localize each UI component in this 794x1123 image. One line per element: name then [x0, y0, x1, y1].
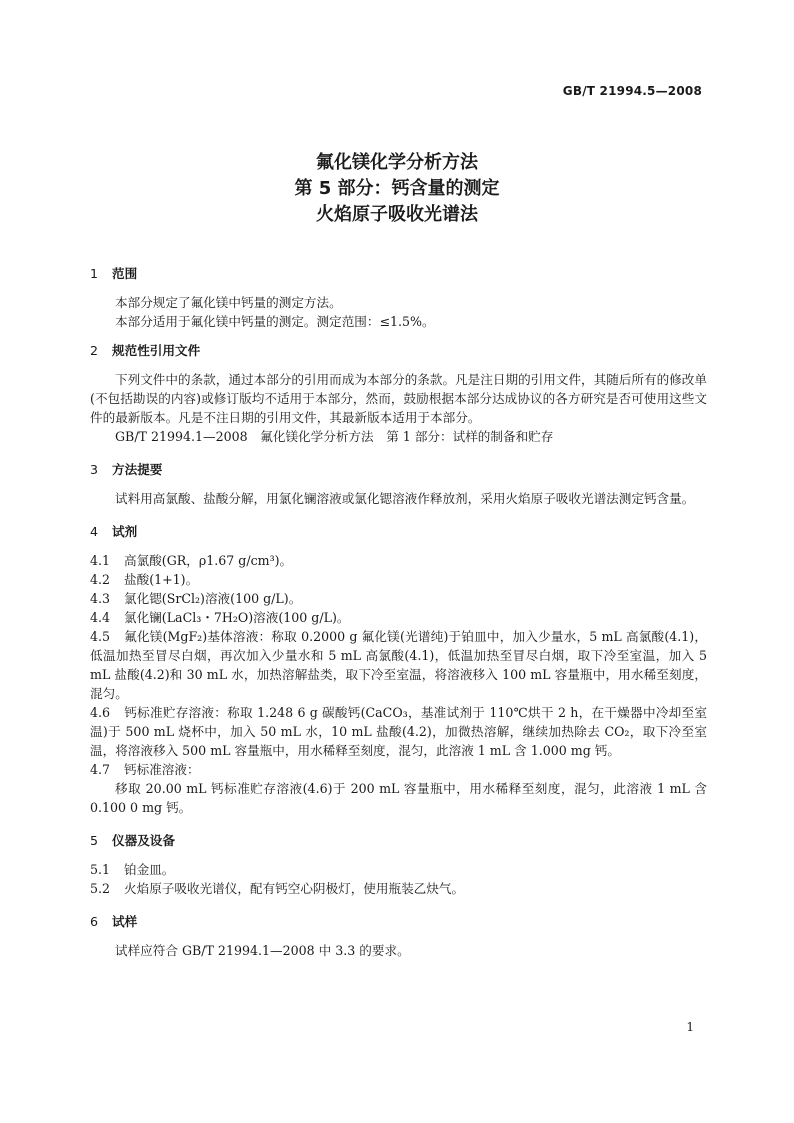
- section-number: 6: [90, 914, 99, 929]
- clause-number: 4.2: [90, 572, 111, 587]
- clause-item: [90, 627, 707, 703]
- section-title: 试样: [112, 914, 138, 929]
- section-number: 1: [90, 266, 99, 281]
- section-title: 试剂: [112, 524, 138, 539]
- section-number: 2: [90, 343, 99, 358]
- clause-text: 铂金皿。: [124, 862, 175, 877]
- clause-item: [90, 760, 707, 779]
- clause-number: 4.3: [90, 591, 111, 606]
- section-heading-1: [90, 264, 707, 283]
- title-line-1: 氟化镁化学分析方法: [316, 152, 478, 173]
- clause-number: 5.1: [90, 862, 111, 877]
- paragraph: 本部分适用于氟化镁中钙量的测定。测定范围：≤1.5%。: [115, 314, 435, 329]
- clause-text: 钙标准溶液：: [124, 762, 200, 777]
- document-title: [0, 150, 794, 228]
- clause-text: 钙标准贮存溶液：称取 1.248 6 g 碳酸钙(CaCO₃，基准试剂于 110℃烘干 2 h，在干燥器中冷却至室温)于 500 mL 烧杯中，加入 50 mL 水，10 mL 盐酸(4.2)，加微热溶解，继续加热除去 CO₂，取下冷至室温，将溶液移入 500 mL 容量瓶中，用水稀释至刻度，混匀，此溶液 1 mL 含 1.000 mg 钙。: [90, 705, 707, 758]
- clause-text: 氟化镁(MgF₂)基体溶液：称取 0.2000 g 氟化镁(光谱纯)于铂皿中，加入少量水，5 mL 高氯酸(4.1)，低温加热至冒尽白烟，再次加入少量水和 5 mL 高氯酸(4.1)，低温加热至冒尽白烟，取下冷至室温，加入 5 mL 盐酸(4.2)和 30 mL 水，加热溶解盐类，取下冷至室温，将溶液移入 100 mL 容量瓶中，用水稀至刻度，混匀。: [90, 629, 707, 701]
- paragraph: 下列文件中的条款，通过本部分的引用而成为本部分的条款。凡是注日期的引用文件，其随后所有的修改单(不包括勘误的内容)或修订版均不适用于本部分，然而，鼓励根据本部分达成协议的各方研究是否可使用这些文件的最新版本。凡是不注日期的引用文件，其最新版本适用于本部分。: [90, 372, 707, 425]
- paragraph: 移取 20.00 mL 钙标准贮存溶液(4.6)于 200 mL 容量瓶中，用水稀释至刻度，混匀，此溶液 1 mL 含 0.100 0 mg 钙。: [90, 781, 707, 815]
- clause-item: [90, 860, 707, 879]
- clause-number: 5.2: [90, 881, 111, 896]
- clause-number: 4.7: [90, 762, 111, 777]
- clause-text: 氯化镧(LaCl₃・7H₂O)溶液(100 g/L)。: [124, 610, 350, 625]
- section-heading-3: [90, 460, 707, 479]
- clause-text: 氯化锶(SrCl₂)溶液(100 g/L)。: [124, 591, 302, 606]
- section-number: 3: [90, 462, 99, 477]
- section-heading-2: [90, 341, 707, 360]
- clause-number: 4.4: [90, 610, 111, 625]
- clause-number: 4.6: [90, 705, 111, 720]
- section-heading-5: [90, 831, 707, 850]
- paragraph: 本部分规定了氟化镁中钙量的测定方法。: [115, 295, 342, 310]
- clause-item: [90, 570, 707, 589]
- section-heading-4: [90, 522, 707, 541]
- title-line-2: 第 5 部分：钙含量的测定: [294, 178, 500, 199]
- page-number: 1: [686, 1020, 694, 1034]
- clause-text: 高氯酸(GR，ρ1.67 g/cm³)。: [124, 553, 293, 568]
- section-heading-6: [90, 912, 707, 931]
- title-line-3: 火焰原子吸收光谱法: [316, 204, 478, 225]
- section-number: 4: [90, 524, 99, 539]
- clause-item: [90, 703, 707, 760]
- clause-number: 4.5: [90, 629, 111, 644]
- paragraph: 试样应符合 GB/T 21994.1—2008 中 3.3 的要求。: [115, 943, 410, 958]
- clause-item: [90, 551, 707, 570]
- section-title: 仪器及设备: [112, 833, 175, 848]
- section-title: 范围: [112, 266, 138, 281]
- clause-item: [90, 589, 707, 608]
- clause-text: 盐酸(1+1)。: [124, 572, 199, 587]
- clause-text: 火焰原子吸收光谱仪，配有钙空心阴极灯，使用瓶装乙炔气。: [124, 881, 465, 896]
- section-title: 规范性引用文件: [112, 343, 201, 358]
- section-number: 5: [90, 833, 99, 848]
- clause-item: [90, 608, 707, 627]
- standard-code: GB/T 21994.5—2008: [562, 84, 702, 98]
- normative-reference: GB/T 21994.1—2008 氟化镁化学分析方法 第 1 部分：试样的制备和贮存: [115, 429, 554, 444]
- clause-item: [90, 879, 707, 898]
- paragraph: 试料用高氯酸、盐酸分解，用氯化镧溶液或氯化锶溶液作释放剂，采用火焰原子吸收光谱法测定钙含量。: [115, 491, 695, 506]
- section-title: 方法提要: [112, 462, 163, 477]
- document-body: [90, 264, 707, 960]
- clause-number: 4.1: [90, 553, 111, 568]
